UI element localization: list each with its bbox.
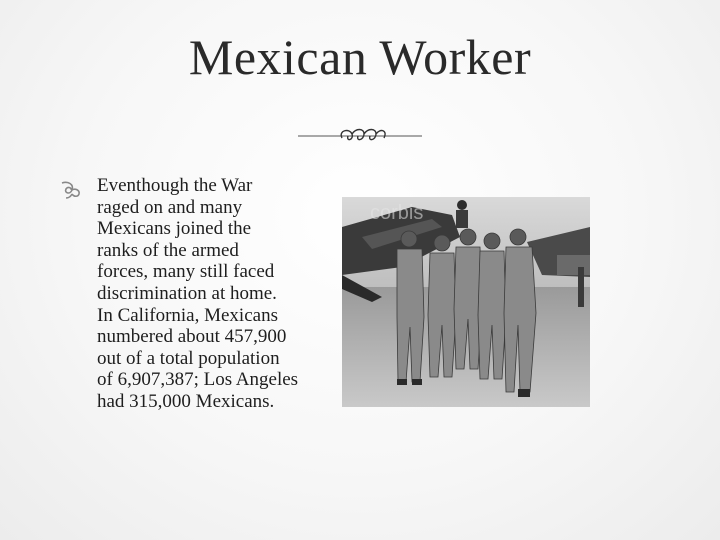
body-line: out of a total population xyxy=(97,347,280,369)
body-line: raged on and many xyxy=(97,196,243,218)
photo-watermark: corbis xyxy=(370,202,424,224)
ornamental-flourish-icon xyxy=(298,124,422,148)
body-line: Mexicans joined the xyxy=(97,218,252,240)
fleuron-bullet-icon xyxy=(60,180,82,200)
body-line: forces, many still faced xyxy=(97,261,275,283)
body-line: had 315,000 Mexicans. xyxy=(97,390,275,412)
body-line: ranks of the armed xyxy=(97,239,239,261)
body-line: numbered about 457,900 xyxy=(97,326,287,348)
historical-photo xyxy=(342,197,590,407)
body-line: In California, Mexicans xyxy=(97,304,278,326)
body-line: discrimination at home. xyxy=(97,282,277,304)
body-line: of 6,907,387; Los Angeles xyxy=(97,369,299,391)
photo-illustration xyxy=(342,197,590,407)
bullet-paragraph xyxy=(97,175,347,413)
slide-title: Mexican Worker xyxy=(188,29,532,85)
body-line: Eventhough the War xyxy=(97,175,253,196)
